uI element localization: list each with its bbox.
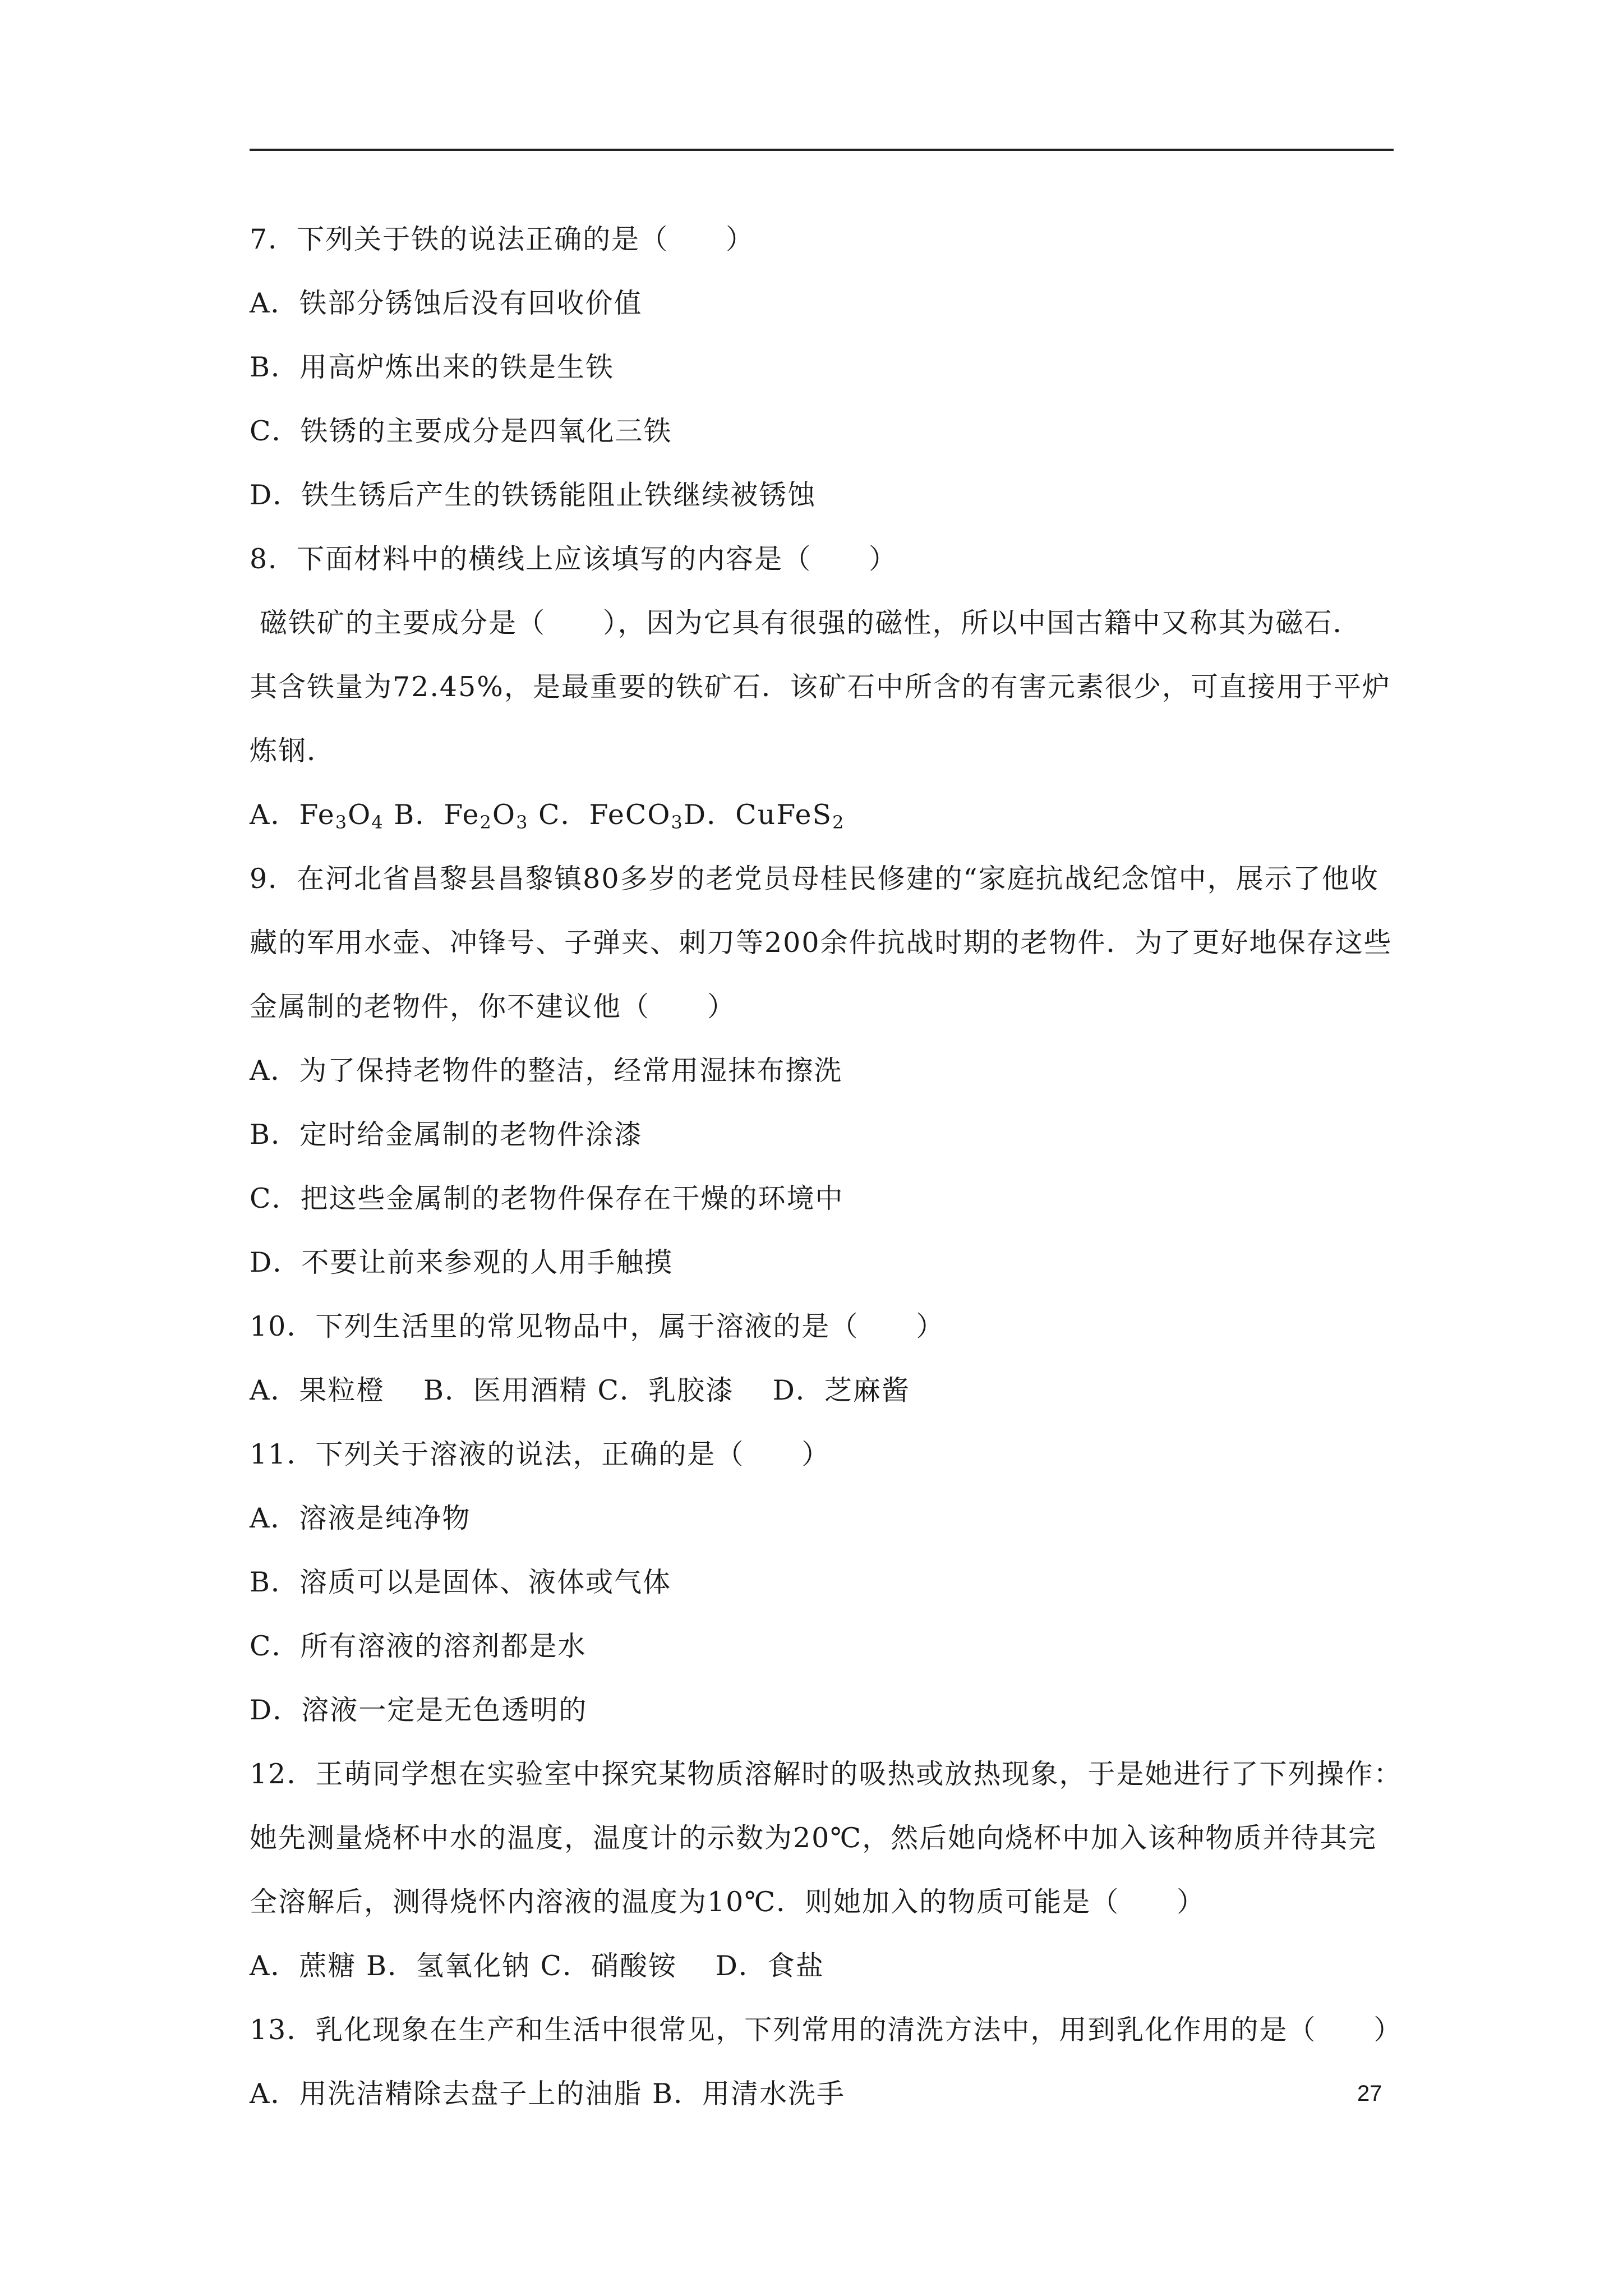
question-8-material-line-1: 磁铁矿的主要成分是（ ），因为它具有很强的磁性，所以中国古籍中又称其为磁石． (260, 607, 1362, 639)
question-12-stem-line-3: 全溶解后，测得烧怀内溶液的温度为10℃．则她加入的物质可能是（ ） (250, 1886, 1206, 1918)
question-8-material-line-3: 炼钢． (250, 735, 336, 767)
question-12-stem-line-2: 她先测量烧杯中水的温度，温度计的示数为20℃，然后她向烧杯中加入该种物质并待其完 (250, 1822, 1377, 1854)
question-11-stem: 11．下列关于溶液的说法，正确的是（ ） (250, 1438, 831, 1470)
question-8-option-b-label: B． (394, 799, 444, 831)
question-8-options (250, 783, 1394, 847)
question-12-options: A．蔗糖 B．氢氧化钠 C．硝酸铵 D．食盐 (250, 1950, 824, 1982)
question-7-option-b: B．用高炉炼出来的铁是生铁 (250, 351, 615, 383)
formula-feco3: FeCO$_3$ (589, 799, 684, 833)
question-9-stem-line-3: 金属制的老物件，你不建议他（ ） (250, 991, 736, 1023)
formula-cufes2: CuFeS$_2$ (735, 799, 845, 833)
question-13-options: A．用洗洁精除去盘子上的油脂 B．用清水洗手 (250, 2078, 845, 2110)
question-13-stem: 13．乳化现象在生产和生活中很常见，下列常用的清洗方法中，用到乳化作用的是（ ） (250, 2014, 1403, 2046)
document-body (250, 208, 1403, 2126)
question-9-option-b: B．定时给金属制的老物件涂漆 (250, 1119, 643, 1151)
formula-fe2o3: $Fe_2O_3$ (444, 799, 529, 833)
question-10-stem: 10．下列生活里的常见物品中，属于溶液的是（ ） (250, 1310, 945, 1342)
question-8-material-line-2: 其含铁量为72.45%，是最重要的铁矿石．该矿石中所含的有害元素很少，可直接用于平炉 (250, 671, 1391, 703)
question-8-option-c-label: C． (538, 799, 589, 831)
question-11-option-d: D．溶液一定是无色透明的 (250, 1694, 588, 1726)
question-9-option-d: D．不要让前来参观的人用手触摸 (250, 1246, 674, 1278)
question-11-option-c: C．所有溶液的溶剂都是水 (250, 1630, 587, 1662)
question-9-option-a: A．为了保持老物件的整洁，经常用湿抹布擦洗 (250, 1055, 843, 1087)
question-7-option-c: C．铁锈的主要成分是四氧化三铁 (250, 415, 672, 447)
formula-fe3o4: $Fe_3O_4$ (299, 799, 384, 833)
question-11-option-b: B．溶质可以是固体、液体或气体 (250, 1566, 672, 1598)
question-8-option-a-label: A． (250, 799, 299, 831)
page-number: 27 (1357, 2081, 1382, 2106)
question-7-option-d: D．铁生锈后产生的铁锈能阻止铁继续被锈蚀 (250, 479, 817, 511)
question-7-stem: 7．下列关于铁的说法正确的是（ ） (250, 223, 755, 255)
question-11-option-a: A．溶液是纯净物 (250, 1502, 471, 1534)
question-10-options: A．果粒橙 B．医用酒精 C．乳胶漆 D．芝麻酱 (250, 1374, 910, 1406)
question-12-stem-line-1: 12．王萌同学想在实验室中探究某物质溶解时的吸热或放热现象，于是她进行了下列操作： (250, 1758, 1403, 1790)
question-9-option-c: C．把这些金属制的老物件保存在干燥的环境中 (250, 1182, 844, 1214)
question-9-stem-line-1: 9．在河北省昌黎县昌黎镇80多岁的老党员母桂民修建的“家庭抗战纪念馆中，展示了他收 (250, 863, 1379, 895)
question-8-option-d-label: D． (683, 799, 736, 831)
header-rule (250, 149, 1394, 151)
question-8-stem: 8．下面材料中的横线上应该填写的内容是（ ） (250, 543, 898, 575)
question-9-stem-line-2: 藏的军用水壶、冲锋号、子弹夹、刺刀等200余件抗战时期的老物件．为了更好地保存这些 (250, 927, 1393, 959)
question-7-option-a: A．铁部分锈蚀后没有回收价值 (250, 287, 643, 319)
